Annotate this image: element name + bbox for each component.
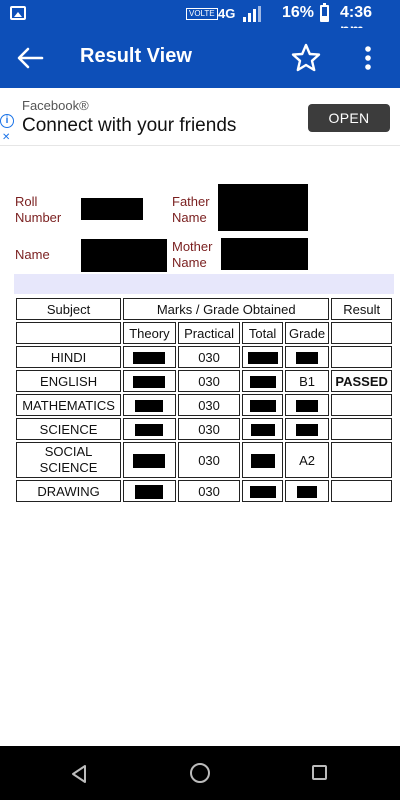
nav-home-icon[interactable] [190, 763, 210, 783]
subject-cell: DRAWING [16, 480, 121, 502]
theory-cell [123, 346, 176, 368]
system-nav-bar [0, 746, 400, 800]
theory-cell [123, 394, 176, 416]
table-row [16, 480, 392, 502]
grade-redacted [297, 486, 317, 498]
ad-close-icon[interactable]: ✕ [2, 132, 11, 143]
total-cell [242, 346, 282, 368]
ad-headline[interactable]: Connect with your friends [22, 115, 237, 136]
marks-table [14, 296, 394, 504]
mother-name-label: Mother Name [172, 239, 213, 270]
grade-redacted [296, 424, 318, 436]
total-cell [242, 370, 282, 392]
total-header: Total [242, 322, 282, 344]
theory-redacted [135, 424, 163, 436]
theory-redacted [133, 376, 165, 388]
grade-cell: B1 [285, 370, 329, 392]
mother-name-redacted [221, 238, 308, 270]
theory-redacted [133, 352, 165, 364]
subject-cell: HINDI [16, 346, 121, 368]
battery-percentage: 16% [282, 4, 315, 21]
practical-cell: 030 [178, 394, 241, 416]
table-header-row [16, 298, 392, 320]
father-name-redacted [218, 184, 308, 231]
app-toolbar [0, 28, 400, 88]
result-cell [331, 418, 392, 440]
gallery-notification-icon [10, 6, 26, 20]
roll-number-label: Roll Number [15, 194, 62, 225]
page-title: Result View [80, 45, 192, 67]
name-redacted [81, 239, 167, 272]
total-cell [242, 480, 282, 502]
more-options-icon[interactable] [360, 42, 376, 74]
grade-cell [285, 346, 329, 368]
grade-redacted [296, 400, 318, 412]
theory-cell [123, 442, 176, 478]
total-redacted [248, 352, 278, 364]
total-cell [242, 394, 282, 416]
favorite-star-icon[interactable] [290, 42, 322, 74]
subject-cell: SCIENCE [16, 418, 121, 440]
theory-redacted [133, 454, 165, 468]
theory-header: Theory [123, 322, 176, 344]
result-cell [331, 394, 392, 416]
practical-cell: 030 [178, 442, 241, 478]
ad-source: Facebook® [22, 98, 89, 113]
battery-icon [320, 5, 329, 22]
back-arrow-icon[interactable] [16, 46, 44, 70]
grade-header: Grade [285, 322, 329, 344]
practical-cell: 030 [178, 480, 241, 502]
name-label: Name [15, 247, 50, 262]
practical-cell: 030 [178, 370, 241, 392]
marks-header: Marks / Grade Obtained [123, 298, 329, 320]
nav-back-icon[interactable] [68, 763, 90, 785]
theory-cell [123, 418, 176, 440]
result-cell [331, 480, 392, 502]
section-divider-band [14, 274, 394, 294]
nav-recents-icon[interactable] [312, 765, 327, 780]
table-row [16, 442, 392, 478]
status-bar [0, 0, 400, 28]
network-type: 4G [218, 6, 236, 21]
total-redacted [250, 376, 276, 388]
practical-header: Practical [178, 322, 241, 344]
subject-cell: SOCIAL SCIENCE [16, 442, 121, 478]
subject-cell: ENGLISH [16, 370, 121, 392]
grade-cell [285, 418, 329, 440]
theory-cell [123, 480, 176, 502]
grade-cell: A2 [285, 442, 329, 478]
ad-open-button[interactable]: OPEN [308, 104, 390, 132]
total-redacted [251, 454, 275, 468]
grade-redacted [296, 352, 318, 364]
result-header: Result [331, 298, 392, 320]
father-name-label: Father Name [172, 194, 210, 225]
clock: 4:36 [340, 4, 373, 21]
practical-cell: 030 [178, 346, 241, 368]
table-row [16, 346, 392, 368]
result-cell: PASSED [331, 370, 392, 392]
empty-cell [331, 322, 392, 344]
grade-cell [285, 394, 329, 416]
total-redacted [250, 400, 276, 412]
subject-header: Subject [16, 298, 121, 320]
theory-redacted [135, 400, 163, 412]
table-row [16, 394, 392, 416]
grade-cell [285, 480, 329, 502]
table-row [16, 418, 392, 440]
roll-number-redacted [81, 198, 143, 220]
table-row [16, 370, 392, 392]
theory-cell [123, 370, 176, 392]
ad-banner[interactable] [0, 88, 400, 146]
total-cell [242, 418, 282, 440]
result-cell [331, 346, 392, 368]
total-redacted [251, 424, 275, 436]
theory-redacted [135, 485, 163, 499]
practical-cell: 030 [178, 418, 241, 440]
signal-strength-icon [242, 6, 262, 22]
total-cell [242, 442, 282, 478]
ad-info-icon[interactable]: i [0, 114, 14, 128]
empty-cell [16, 322, 121, 344]
table-subheader-row [16, 322, 392, 344]
result-cell [331, 442, 392, 478]
subject-cell: MATHEMATICS [16, 394, 121, 416]
volte-indicator: VOLTE [186, 8, 218, 20]
total-redacted [250, 486, 276, 498]
